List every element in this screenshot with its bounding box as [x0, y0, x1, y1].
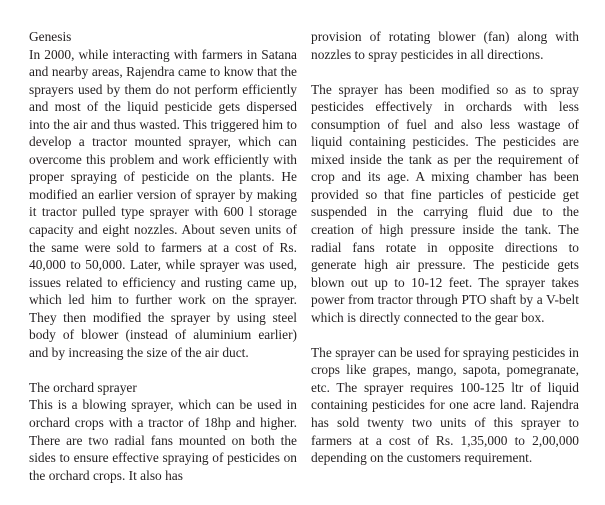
- section-orchard-sprayer: [29, 379, 297, 484]
- section-heading-orchard-sprayer: The orchard sprayer: [29, 379, 137, 395]
- right-column: [311, 28, 579, 467]
- orchard-sprayer-paragraph: This is a blowing sprayer, which can be used in orchard crops with a tractor of 18hp and higher. There are two radial fans mounted on both the sides to ensure effective spraying of pesticides on the orchard crops. It also has: [29, 397, 297, 483]
- left-column: [29, 28, 297, 484]
- sprayer-modification-paragraph: The sprayer has been modified so as to spray pesticides effectively in orchards with less consumption of fuel and also less wastage of liquid containing pesticides. The pesticides are mixed inside the tank as per the requirement of crop and its age. A mixing chamber has been provided so that fine particles of pesticide get suspended in the carrying fluid due to the creation of high pressure inside the tank. The radial fans rotate in opposite directions to generate high air pressure. The pesticide gets blown out up to 10-12 feet. The sprayer takes power from tractor through PTO shaft by a V-belt which is directly connected to the gear box.: [311, 81, 579, 325]
- continued-paragraph: provision of rotating blower (fan) along with nozzles to spray pesticides in all directions.: [311, 29, 579, 62]
- section-heading-genesis: Genesis: [29, 29, 72, 44]
- genesis-paragraph: In 2000, while interacting with farmers in Satana and nearby areas, Rajendra came to know that the sprayers used by them do not perform efficiently and most of the liquid pesticide gets dispersed into the air and thus wasted. This triggered him to develop a tractor mounted sprayer, which can overcome this problem and work efficiently with proper spraying of pesticide on the plants. He modified an earlier version of sprayer by making it tractor pulled type sprayer with 600 l storage capacity and eight nozzles. About seven units of the same were sold to farmers at a cost of Rs. 40,000 to 50,000. Later, while sprayer was used, issues related to efficiency and rusting came up, which led him to further work on the sprayer. They then modified the sprayer by using steel body of blower (instead of aluminium earlier) and by increasing the size of the air duct.: [29, 46, 297, 360]
- section-spacer: [29, 361, 297, 379]
- paragraph-spacer: [311, 63, 579, 81]
- section-genesis: [29, 28, 297, 361]
- paragraph-spacer: [311, 326, 579, 344]
- sprayer-usage-paragraph: The sprayer can be used for spraying pesticides in crops like grapes, mango, sapota, pomegranate, etc. The sprayer requires 100-125 ltr of liquid containing pesticides for one acre land. Rajendra has sold twenty two units of this sprayer to farmers at a cost of Rs. 1,35,000 to 2,00,000 depending on the customers requirement.: [311, 344, 579, 466]
